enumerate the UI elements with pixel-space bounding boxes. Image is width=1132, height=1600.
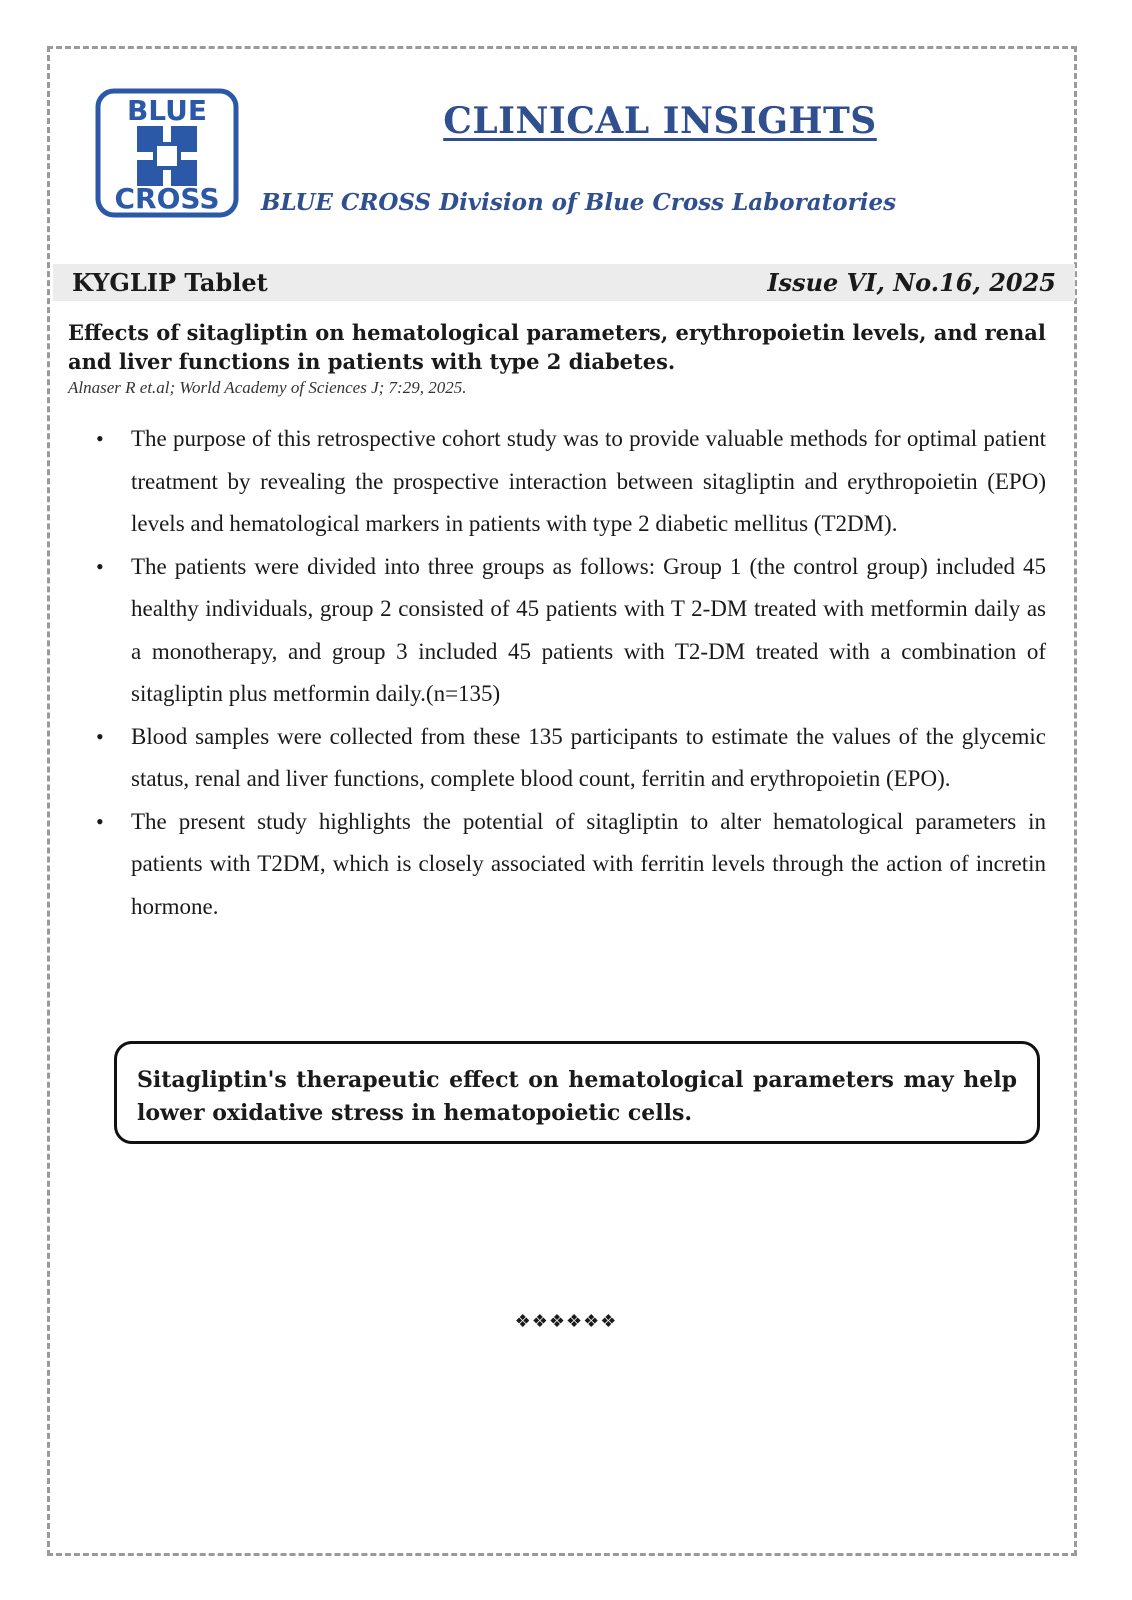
- bullet-icon: •: [96, 723, 104, 749]
- blue-cross-logo: [95, 88, 239, 218]
- conclusion-text: Sitagliptin's therapeutic effect on hematological parameters may help lower oxidative stress in hematopoietic cells.: [137, 1067, 1017, 1126]
- list-item-text: The purpose of this retrospective cohort study was to provide valuable methods for optimal patient treatment by revealing the prospective interaction between sitagliptin and erythropoietin (EPO) levels and hematological markers in patients with type 2 diabetic mellitus (T2DM).: [131, 426, 1046, 536]
- list-item-text: Blood samples were collected from these 135 participants to estimate the values of the glycemic status, renal and liver functions, complete blood count, ferritin and erythropoietin (EPO).: [131, 723, 1046, 791]
- logo-text-blue: BLUE: [126, 94, 208, 127]
- bullet-icon: •: [96, 553, 104, 579]
- end-ornament: ❖❖❖❖❖❖: [514, 1311, 618, 1332]
- logo-text-cross: CROSS: [114, 182, 220, 215]
- article-citation: Alnaser R et.al; World Academy of Sciences J; 7:29, 2025.: [68, 378, 467, 397]
- newsletter-subtitle: BLUE CROSS Division of Blue Cross Laboratories: [261, 189, 897, 216]
- list-item: [94, 716, 1046, 801]
- blue-cross-logo-icon: [95, 88, 239, 218]
- bullet-icon: •: [96, 426, 104, 451]
- list-item: [94, 801, 1046, 929]
- issue-number: Issue VI, No.16, 2025: [767, 268, 1056, 297]
- bullet-icon: •: [96, 808, 104, 834]
- conclusion-callout: [114, 1041, 1040, 1144]
- key-findings-list: [94, 418, 1046, 928]
- newsletter-title: CLINICAL INSIGHTS: [443, 100, 877, 142]
- list-item: [94, 418, 1046, 546]
- article-title: Effects of sitagliptin on hematological parameters, erythropoietin levels, and renal and liver functions in patients with type 2 diabetes.: [68, 320, 1046, 374]
- list-item-text: The patients were divided into three groups as follows: Group 1 (the control group) included 45 healthy individuals, group 2 consisted of 45 patients with T 2-DM treated with metformin daily as a monotherapy, and group 3 included 45 patients with T2-DM treated with a combination of sitagliptin plus metformin daily.(n=135): [131, 553, 1046, 706]
- product-name: KYGLIP Tablet: [72, 268, 268, 297]
- list-item: [94, 546, 1046, 716]
- list-item-text: The present study highlights the potential of sitagliptin to alter hematological parameters in patients with T2DM, which is closely associated with ferritin levels through the action of incretin hormone.: [131, 808, 1046, 919]
